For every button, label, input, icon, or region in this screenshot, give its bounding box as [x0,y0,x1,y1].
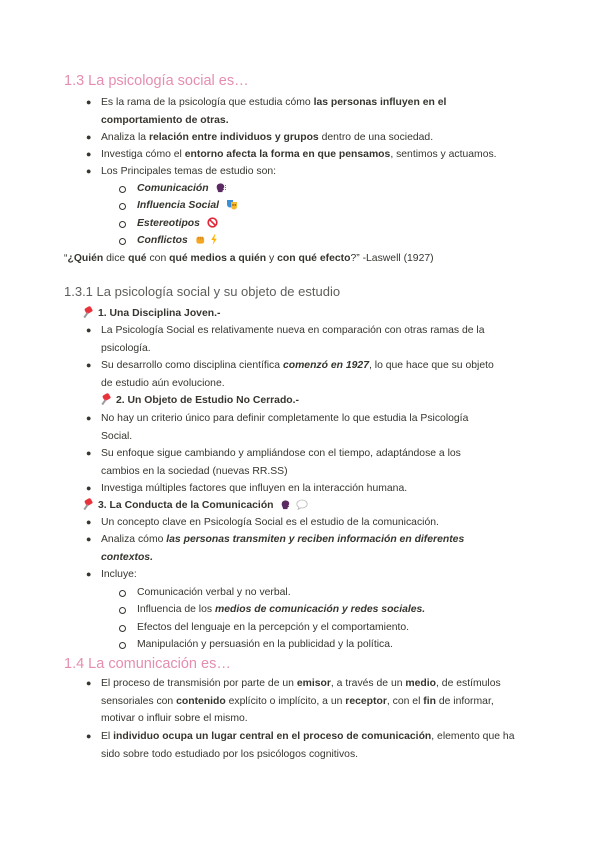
speaking-head-icon [215,182,226,193]
sub-bullet [119,221,126,228]
topic-item: Estereotipos [137,215,218,233]
bullet: ● [86,325,92,335]
quote: “¿Quién dice qué con qué medios a quién y con qué efecto?” -Laswell (1927) [64,253,434,264]
point-heading: 3. La Conducta de la Comunicación [84,497,308,515]
list-item: Incluye: [101,569,137,580]
sub-bullet [119,607,126,614]
prohibited-icon [207,217,218,228]
section-heading-1-3-1: 1.3.1 La psicología social y su objeto de estudio [64,284,341,299]
list-item: No hay un criterio único para definir completamente lo que estudia la Psicología Social. [101,413,469,442]
point-heading: 1. Una Disciplina Joven.- [84,305,220,323]
pushpin-icon [102,394,112,404]
list-item: Analiza la relación entre individuos y grupos dentro de una sociedad. [101,132,434,143]
bullet: ● [86,483,92,493]
list-item: El individuo ocupa un lugar central en el proceso de comunicación, elemento que ha sido sobre todo estudiado por los psicólogos cognitivos. [101,731,515,760]
list-item: Su desarrollo como disciplina científica comenzó en 1927, lo que hace que su objeto de estudio aún evolucione. [101,360,494,389]
section-heading-1-3: 1.3 La psicología social es… [64,73,249,89]
sub-list-item: Efectos del lenguaje en la percepción y el comportamiento. [137,622,410,633]
sub-list-item: Comunicación verbal y no verbal. [137,587,291,598]
topic-item: Conflictos [137,232,218,250]
list-item: Un concepto clave en Psicología Social es el estudio de la comunicación. [101,517,439,528]
performing-arts-icon [226,199,238,210]
list-item: Es la rama de la psicología que estudia cómo las personas influyen en el comportamiento de otras. [101,97,447,126]
bullet: ● [86,132,92,142]
sub-bullet [119,186,126,193]
sub-bullet [119,238,126,245]
list-item: Los Principales temas de estudio son: [101,166,277,177]
pushpin-icon [84,499,94,509]
bullet: ● [86,534,92,544]
bullet: ● [86,569,92,579]
bullet: ● [86,97,92,107]
sub-bullet [119,590,126,597]
list-item: Analiza cómo las personas transmiten y reciben información en diferentes contextos. [101,534,465,563]
section-heading-1-4: 1.4 La comunicación es… [64,656,231,672]
list-item: Investiga cómo el entorno afecta la forma en que pensamos, sentimos y actuamos. [101,149,497,160]
bullet: ● [86,731,92,741]
topic-item: Influencia Social [137,197,238,215]
point-heading: 2. Un Objeto de Estudio No Cerrado.- [102,392,299,410]
sub-list-item: Influencia de los medios de comunicación y redes sociales. [137,604,426,615]
list-item: Investiga múltiples factores que influyen en la interacción humana. [101,483,408,494]
sub-bullet [119,203,126,210]
pushpin-icon [84,307,94,317]
speaking-head-icon [280,499,291,510]
sub-list-item: Manipulación y persuasión en la publicidad y la política. [137,639,393,650]
list-item: La Psicología Social es relativamente nueva en comparación con otras ramas de la psicología. [101,325,485,354]
lightning-icon [210,234,218,245]
list-item: Su enfoque sigue cambiando y ampliándose con el tiempo, adaptándose a los cambios en la sociedad (nuevas RR.SS) [101,448,461,477]
speech-bubble-icon [296,499,308,510]
bullet: ● [86,149,92,159]
bullet: ● [86,360,92,370]
list-item: El proceso de transmisión por parte de un emisor, a través de un medio, de estímulos sensoriales con contenido explícito o implícito, a un receptor, con el fin de informar, motivar o influir sobre el mismo. [101,678,501,724]
bullet: ● [86,448,92,458]
bullet: ● [86,678,92,688]
topic-item: Comunicación [137,180,226,198]
bullet: ● [86,166,92,176]
fist-icon [195,234,206,245]
sub-bullet [119,625,126,632]
sub-bullet [119,642,126,649]
bullet: ● [86,517,92,527]
bullet: ● [86,413,92,423]
